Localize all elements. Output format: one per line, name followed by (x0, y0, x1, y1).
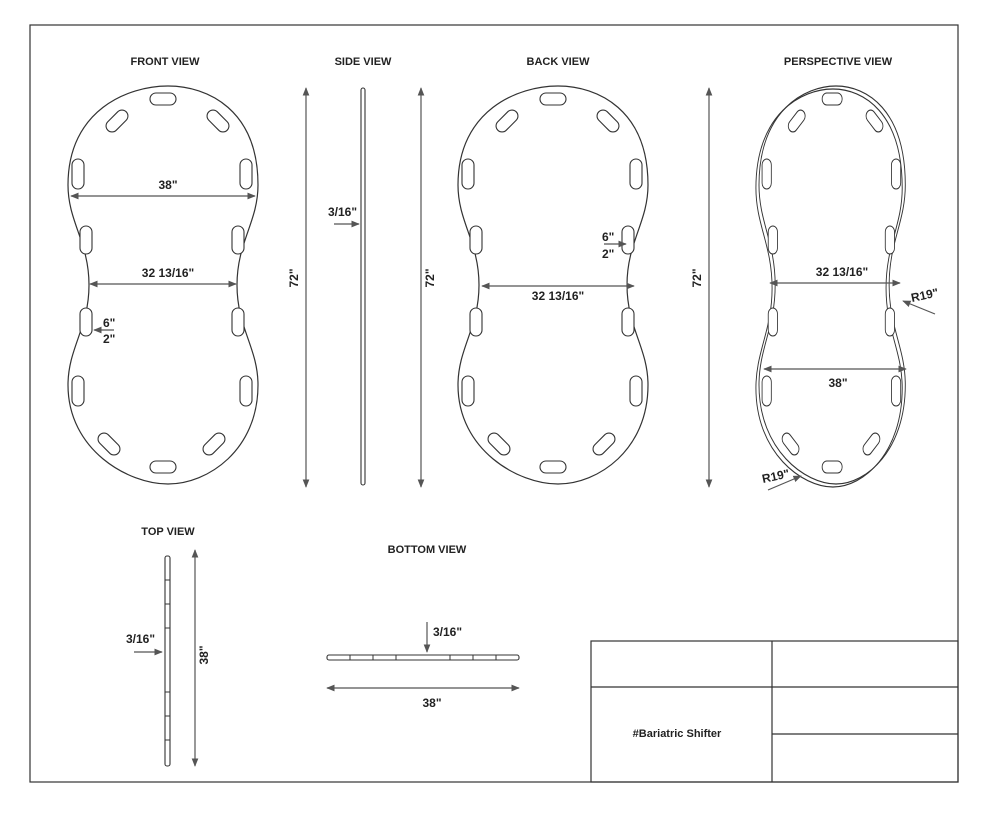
front-handle-width: 2" (103, 332, 116, 346)
front-length-dimension (287, 88, 306, 487)
bottom-board-edge (327, 655, 519, 660)
front-waist-label: 32 13/16" (141, 266, 195, 280)
title-block-product-name: #Bariatric Shifter (632, 728, 722, 740)
bottom-thickness-label: 3/16" (433, 625, 463, 639)
front-width-label: 38" (158, 178, 178, 192)
perspective-width-label: 38" (828, 376, 848, 390)
perspective-board-outline (759, 86, 905, 484)
side-view-title: SIDE VIEW (334, 56, 392, 68)
back-handle-width: 2" (602, 247, 615, 261)
top-view (126, 526, 211, 766)
back-view-title: BACK VIEW (526, 56, 590, 68)
perspective-waist-label: 32 13/16" (815, 265, 869, 279)
back-waist-label: 32 13/16" (531, 289, 585, 303)
top-board-edge (165, 556, 170, 766)
side-thickness-label: 3/16" (328, 205, 358, 219)
bottom-view (327, 544, 519, 710)
back-length-label: 72" (423, 268, 437, 288)
front-view-title: FRONT VIEW (130, 56, 200, 68)
bottom-view-title: BOTTOM VIEW (387, 544, 467, 556)
front-view (68, 56, 258, 484)
perspective-length-label: 72" (690, 268, 704, 288)
perspective-radius-lower: R19" (760, 466, 791, 486)
back-handle-holes (462, 93, 642, 473)
back-view (458, 56, 648, 484)
perspective-length-dimension (690, 88, 709, 487)
title-block (591, 641, 958, 782)
bottom-width-label: 38" (422, 696, 442, 710)
top-width-label: 38" (197, 645, 211, 665)
perspective-view (756, 56, 940, 490)
back-length-dimension (421, 88, 437, 487)
top-thickness-label: 3/16" (126, 632, 156, 646)
back-handle-length: 6" (602, 230, 615, 244)
front-board-outline (68, 86, 258, 484)
front-handle-holes (72, 93, 252, 473)
top-view-title: TOP VIEW (141, 526, 195, 538)
front-length-label: 72" (287, 268, 301, 288)
perspective-view-title: PERSPECTIVE VIEW (783, 56, 893, 68)
back-board-outline (458, 86, 648, 484)
side-view (328, 56, 392, 485)
front-handle-length: 6" (103, 316, 116, 330)
perspective-radius-upper: R19" (909, 285, 940, 305)
perspective-board-shadow (756, 89, 902, 487)
side-board-edge (361, 88, 365, 485)
